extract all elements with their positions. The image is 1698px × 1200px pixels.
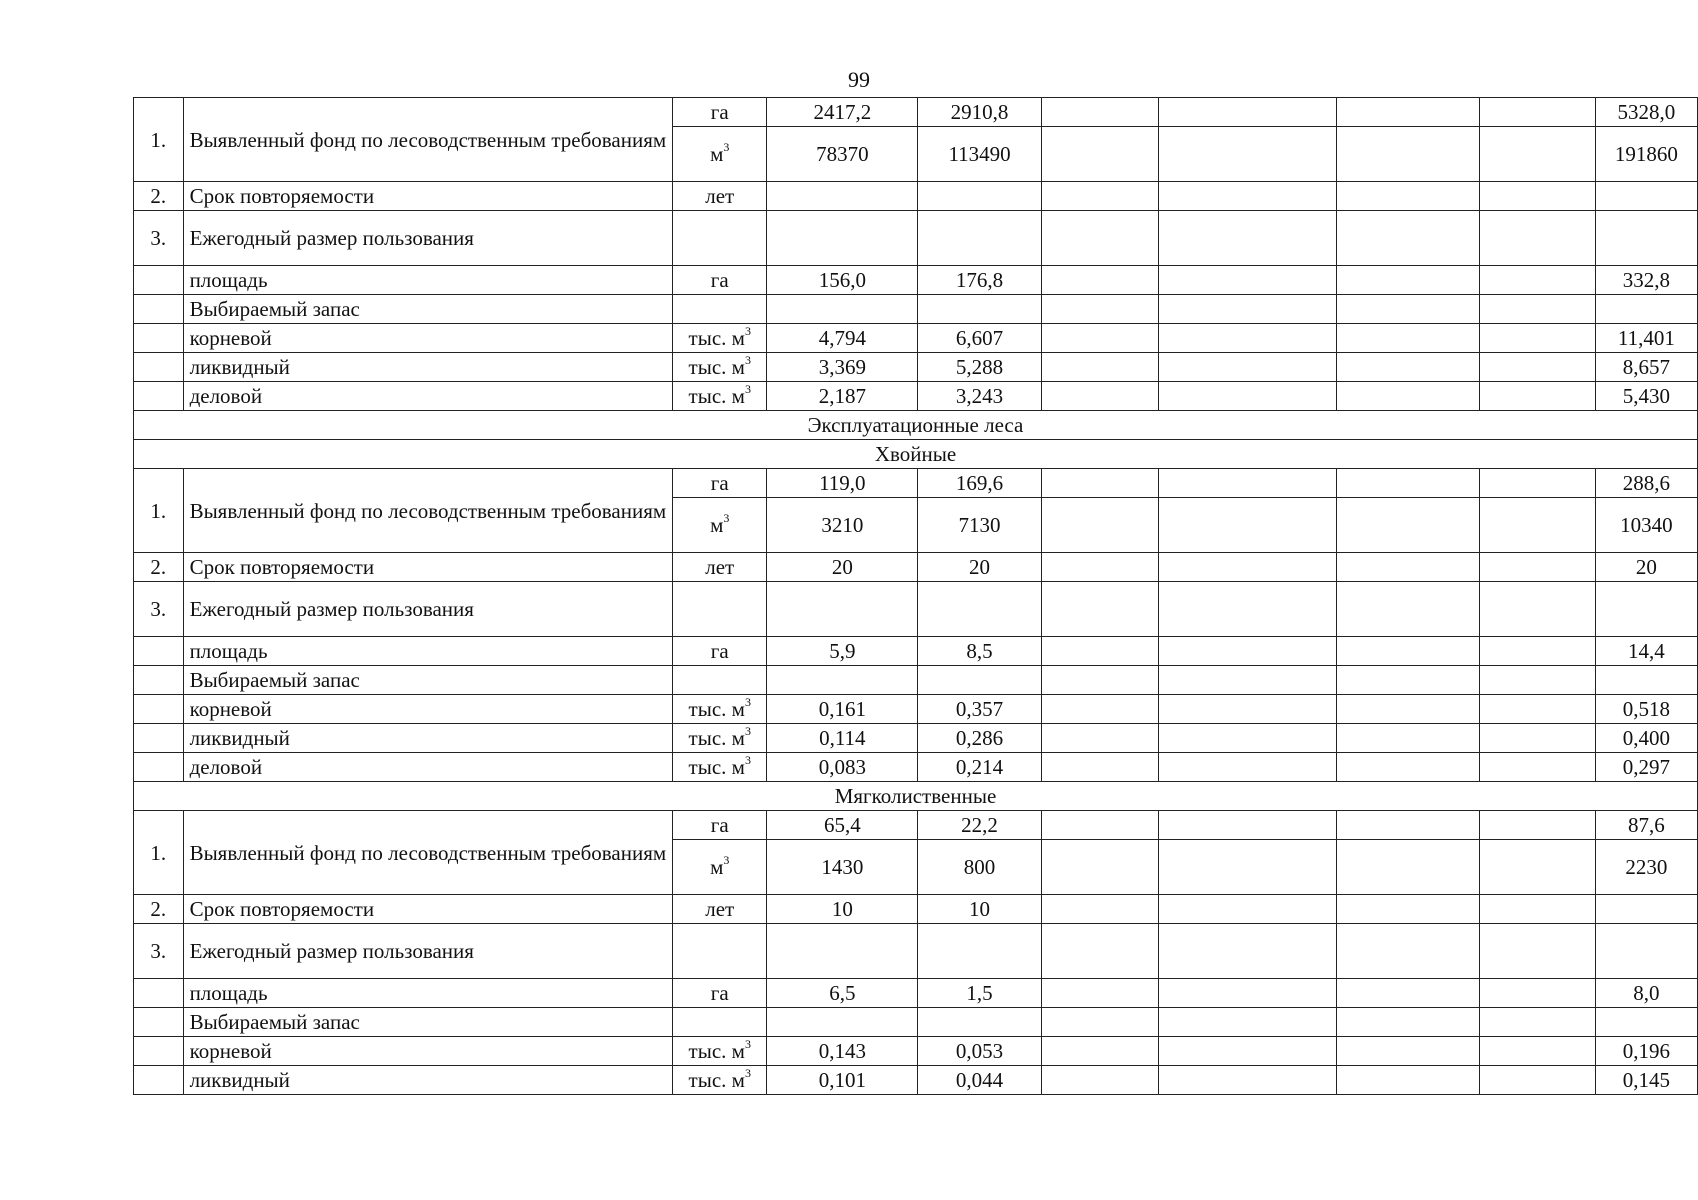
unit-cell: га (673, 979, 767, 1008)
row-number: 3. (134, 582, 184, 637)
row-label-root: корневой (183, 695, 673, 724)
total-cell: 8,0 (1595, 979, 1697, 1008)
unit-cell: $м^3$ (673, 127, 767, 182)
row-label-annual: Ежегодный размер пользования (183, 582, 673, 637)
unit-cell: тыс. $м^3$ (673, 1037, 767, 1066)
total-cell: 5328,0 (1595, 98, 1697, 127)
row-label-annual: Ежегодный размер пользования (183, 924, 673, 979)
unit-cell: га (673, 811, 767, 840)
total-cell: 8,657 (1595, 353, 1697, 382)
unit-cell: тыс. $м^3$ (673, 382, 767, 411)
row-label-root: корневой (183, 1037, 673, 1066)
unit-cell: $м^3$ (673, 498, 767, 553)
row-label-period: Срок повторяемости (183, 895, 673, 924)
row-number: 2. (134, 895, 184, 924)
total-cell: 332,8 (1595, 266, 1697, 295)
value-cell: 0,044 (918, 1066, 1041, 1095)
table-row (134, 695, 1698, 724)
row-number: 3. (134, 924, 184, 979)
value-cell: 10 (767, 895, 918, 924)
table-row (134, 582, 1698, 637)
unit-cell: га (673, 469, 767, 498)
value-cell: 0,214 (918, 753, 1041, 782)
table-row (134, 1037, 1698, 1066)
value-cell: 3,243 (918, 382, 1041, 411)
section-row (134, 411, 1698, 440)
table-row (134, 182, 1698, 211)
table-row (134, 98, 1698, 127)
value-cell: 0,053 (918, 1037, 1041, 1066)
unit-cell: га (673, 637, 767, 666)
table-row (134, 724, 1698, 753)
table-row (134, 295, 1698, 324)
row-number: 2. (134, 182, 184, 211)
table-row (134, 266, 1698, 295)
table-row (134, 324, 1698, 353)
value-cell: 0,357 (918, 695, 1041, 724)
row-number: 1. (134, 98, 184, 182)
row-label-period: Срок повторяемости (183, 553, 673, 582)
value-cell: 8,5 (918, 637, 1041, 666)
section-heading-conifer: Хвойные (134, 440, 1698, 469)
value-cell: 0,143 (767, 1037, 918, 1066)
value-cell: 176,8 (918, 266, 1041, 295)
unit-cell: лет (673, 895, 767, 924)
row-label-liquid: ликвидный (183, 724, 673, 753)
value-cell: 169,6 (918, 469, 1041, 498)
row-label-stock: Выбираемый запас (183, 1008, 673, 1037)
table-row (134, 979, 1698, 1008)
value-cell: 119,0 (767, 469, 918, 498)
row-label-period: Срок повторяемости (183, 182, 673, 211)
row-label-fund: Выявленный фонд по лесоводственным требованиям (183, 811, 673, 895)
value-cell: 6,607 (918, 324, 1041, 353)
section-row (134, 440, 1698, 469)
value-cell: 3,369 (767, 353, 918, 382)
value-cell: 20 (767, 553, 918, 582)
row-label-area: площадь (183, 979, 673, 1008)
table-row (134, 353, 1698, 382)
table-row (134, 211, 1698, 266)
value-cell: 5,9 (767, 637, 918, 666)
unit-cell: тыс. $м^3$ (673, 324, 767, 353)
value-cell: 113490 (918, 127, 1041, 182)
table-row (134, 637, 1698, 666)
value-cell: 6,5 (767, 979, 918, 1008)
table-row (134, 666, 1698, 695)
section-row (134, 782, 1698, 811)
total-cell: 11,401 (1595, 324, 1697, 353)
table-row (134, 1008, 1698, 1037)
unit-cell: тыс. $м^3$ (673, 753, 767, 782)
row-number: 1. (134, 811, 184, 895)
unit-cell: лет (673, 182, 767, 211)
value-cell: 4,794 (767, 324, 918, 353)
table-row (134, 753, 1698, 782)
table-row (134, 553, 1698, 582)
value-cell: 0,114 (767, 724, 918, 753)
unit-cell: тыс. $м^3$ (673, 695, 767, 724)
row-label-stock: Выбираемый запас (183, 295, 673, 324)
unit-cell: $м^3$ (673, 840, 767, 895)
row-label-business: деловой (183, 753, 673, 782)
value-cell: 2910,8 (918, 98, 1041, 127)
row-label-fund: Выявленный фонд по лесоводственным требованиям (183, 98, 673, 182)
page-number: 99 (848, 67, 870, 92)
value-cell: 1430 (767, 840, 918, 895)
value-cell: 2417,2 (767, 98, 918, 127)
total-cell: 14,4 (1595, 637, 1697, 666)
section-heading-soft: Мягколиственные (134, 782, 1698, 811)
row-number: 3. (134, 211, 184, 266)
table-row (134, 469, 1698, 498)
total-cell: 0,145 (1595, 1066, 1697, 1095)
total-cell: 0,196 (1595, 1037, 1697, 1066)
value-cell: 7130 (918, 498, 1041, 553)
section-heading-exploit: Эксплуатационные леса (134, 411, 1698, 440)
value-cell: 78370 (767, 127, 918, 182)
value-cell: 20 (918, 553, 1041, 582)
unit-cell: лет (673, 553, 767, 582)
value-cell: 3210 (767, 498, 918, 553)
total-cell: 5,430 (1595, 382, 1697, 411)
row-label-root: корневой (183, 324, 673, 353)
row-label-fund: Выявленный фонд по лесоводственным требованиям (183, 469, 673, 553)
unit-cell: га (673, 98, 767, 127)
value-cell: 800 (918, 840, 1041, 895)
value-cell: 0,083 (767, 753, 918, 782)
value-cell: 65,4 (767, 811, 918, 840)
value-cell: 1,5 (918, 979, 1041, 1008)
value-cell: 0,161 (767, 695, 918, 724)
row-label-stock: Выбираемый запас (183, 666, 673, 695)
unit-cell: тыс. $м^3$ (673, 1066, 767, 1095)
row-number: 2. (134, 553, 184, 582)
total-cell: 20 (1595, 553, 1697, 582)
total-cell: 0,400 (1595, 724, 1697, 753)
table-row (134, 382, 1698, 411)
total-cell: 2230 (1595, 840, 1697, 895)
row-label-area: площадь (183, 266, 673, 295)
value-cell: 156,0 (767, 266, 918, 295)
row-label-annual: Ежегодный размер пользования (183, 211, 673, 266)
total-cell: 10340 (1595, 498, 1697, 553)
row-label-liquid: ликвидный (183, 353, 673, 382)
row-label-business: деловой (183, 382, 673, 411)
value-cell: 0,286 (918, 724, 1041, 753)
unit-cell: тыс. $м^3$ (673, 724, 767, 753)
total-cell: 288,6 (1595, 469, 1697, 498)
unit-cell: тыс. $м^3$ (673, 353, 767, 382)
table-row (134, 895, 1698, 924)
value-cell: 10 (918, 895, 1041, 924)
value-cell: 0,101 (767, 1066, 918, 1095)
table-row (134, 924, 1698, 979)
table-row (134, 1066, 1698, 1095)
total-cell: 87,6 (1595, 811, 1697, 840)
row-label-area: площадь (183, 637, 673, 666)
forest-use-table (133, 97, 1698, 1095)
total-cell: 191860 (1595, 127, 1697, 182)
total-cell: 0,297 (1595, 753, 1697, 782)
total-cell: 0,518 (1595, 695, 1697, 724)
value-cell: 5,288 (918, 353, 1041, 382)
unit-cell: га (673, 266, 767, 295)
value-cell: 2,187 (767, 382, 918, 411)
value-cell: 22,2 (918, 811, 1041, 840)
table-row (134, 811, 1698, 840)
row-label-liquid: ликвидный (183, 1066, 673, 1095)
row-number: 1. (134, 469, 184, 553)
